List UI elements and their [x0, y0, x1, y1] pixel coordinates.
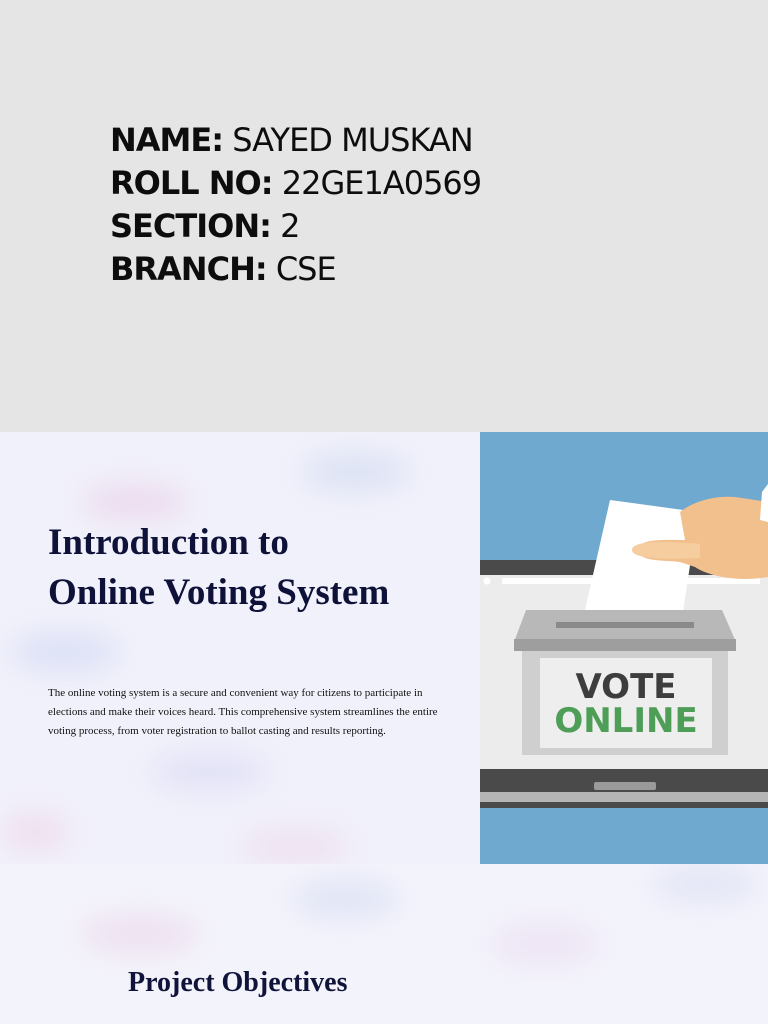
info-value: CSE: [275, 250, 336, 288]
info-row-name: [110, 119, 481, 162]
ballot-slot: [556, 622, 694, 628]
info-value: 2: [280, 207, 300, 245]
info-label: BRANCH:: [110, 250, 267, 288]
background-blob: [0, 812, 70, 852]
background-blob: [80, 482, 190, 522]
info-row-branch: [110, 248, 481, 291]
objectives-slide: [0, 864, 768, 1024]
background-blob: [10, 632, 120, 672]
info-row-section: [110, 205, 481, 248]
browser-dot: [484, 578, 491, 585]
background-blob: [300, 452, 410, 492]
intro-title-line: Online Voting System: [48, 572, 390, 613]
intro-body-text: The online voting system is a secure and convenient way for citizens to participate in elections and make their voices heard. This comprehensive system streamlines the entire voting process, from voter registration to ballot casting and results reporting.: [48, 687, 438, 737]
info-label: SECTION:: [110, 207, 271, 245]
info-value: SAYED MUSKAN: [232, 121, 473, 159]
intro-title-line: Introduction to: [48, 522, 289, 563]
student-info-slide: [0, 0, 768, 432]
background-blob: [290, 879, 400, 919]
background-blob: [80, 914, 200, 954]
intro-title: [48, 518, 468, 618]
background-blob: [490, 924, 600, 964]
laptop-base: [480, 792, 768, 802]
info-row-roll-no: [110, 162, 481, 205]
sign-online-text: ONLINE: [554, 701, 698, 741]
background-blob: [650, 864, 760, 904]
ballot-box-lid-edge: [514, 639, 736, 651]
sign-vote-text: VOTE: [575, 667, 677, 707]
objectives-title: Project Objectives: [128, 967, 348, 998]
ballot-box-illustration: [480, 432, 768, 864]
info-label: ROLL NO:: [110, 164, 273, 202]
info-value: 22GE1A0569: [281, 164, 482, 202]
info-label: NAME:: [110, 121, 224, 159]
background-blob: [240, 827, 350, 864]
thumb: [632, 542, 700, 559]
laptop-hinge: [594, 782, 656, 790]
introduction-slide: [0, 432, 768, 864]
student-info-list: [110, 119, 481, 291]
background-blob: [150, 752, 270, 792]
